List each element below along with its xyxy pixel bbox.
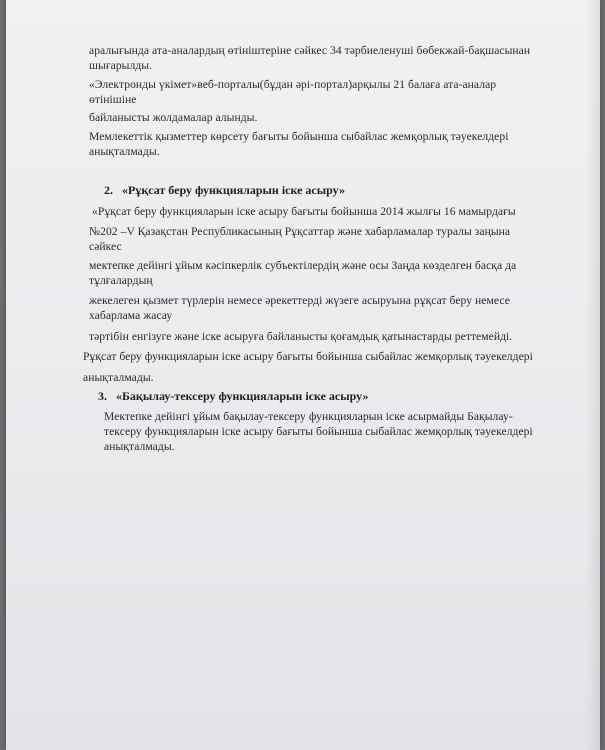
section-number: 2.	[104, 183, 113, 197]
section-title: «Рұқсат беру функцияларын іске асыру»	[122, 183, 345, 197]
paragraph-line: «Рұқсат беру функцияларын іске асыру бағыты бойынша 2014 жылғы 16 мамырдағы	[92, 205, 516, 218]
paragraph-line: сәйкес	[89, 240, 122, 253]
paragraph-line: жекелеген қызмет түрлерін немесе әрекеттерді жүзеге асыруына рұқсат беру немесе	[89, 294, 510, 307]
paragraph-line: өтінішіне	[89, 93, 137, 106]
paragraph-line: тұлғалардың	[89, 274, 153, 287]
paragraph-line: «Электронды үкімет»веб-порталы(бұдан әрі-портал)арқылы 21 балаға ата-аналар	[89, 78, 497, 91]
paragraph-line: анықталмады.	[104, 440, 175, 453]
paragraph-line: тексеру функцияларын іске асыру бағыты бойынша сыбайлас жемқорлық тәуекелдері	[104, 425, 533, 438]
paragraph-line: Мектепке дейінгі ұйым бақылау-тексеру функцияларын іске асырмайды Бақылау-	[104, 410, 513, 423]
paragraph-line: мектепке дейінгі ұйым кәсіпкерлік субъектілердің және осы Заңда көзделген басқа да	[89, 259, 517, 272]
section-number: 3.	[98, 389, 107, 403]
paragraph-line: анықталмады.	[89, 145, 160, 158]
document-page	[6, 0, 600, 750]
paragraph-line: анықталмады.	[83, 371, 154, 384]
paragraph-line: Мемлекеттік қызметтер көрсету бағыты бойынша сыбайлас жемқорлық тәуекелдері	[89, 130, 509, 143]
paragraph-line: шығарылды.	[89, 59, 153, 72]
section-heading-3	[98, 389, 368, 403]
paragraph-line: №202 –V Қазақстан Республикасының Рұқсаттар және хабарламалар туралы заңына	[89, 225, 511, 238]
paragraph-line: байланысты жолдамалар алынды.	[89, 111, 258, 124]
section-heading-2	[104, 183, 345, 197]
paragraph-line: тәртібін енгізуге және іске асыруға байланысты қоғамдық қатынастарды реттемейді.	[89, 330, 513, 343]
paragraph-line: аралығында ата-аналардың өтініштеріне сәйкес 34 тәрбиеленуші бөбекжай-бақшасынан	[89, 44, 531, 57]
section-title: «Бақылау-тексеру функцияларын іске асыру»	[116, 389, 369, 403]
paragraph-line: хабарлама жасау	[89, 309, 173, 322]
paragraph-line: Рұқсат беру функцияларын іске асыру бағыты бойынша сыбайлас жемқорлық тәуекелдері	[83, 350, 533, 363]
